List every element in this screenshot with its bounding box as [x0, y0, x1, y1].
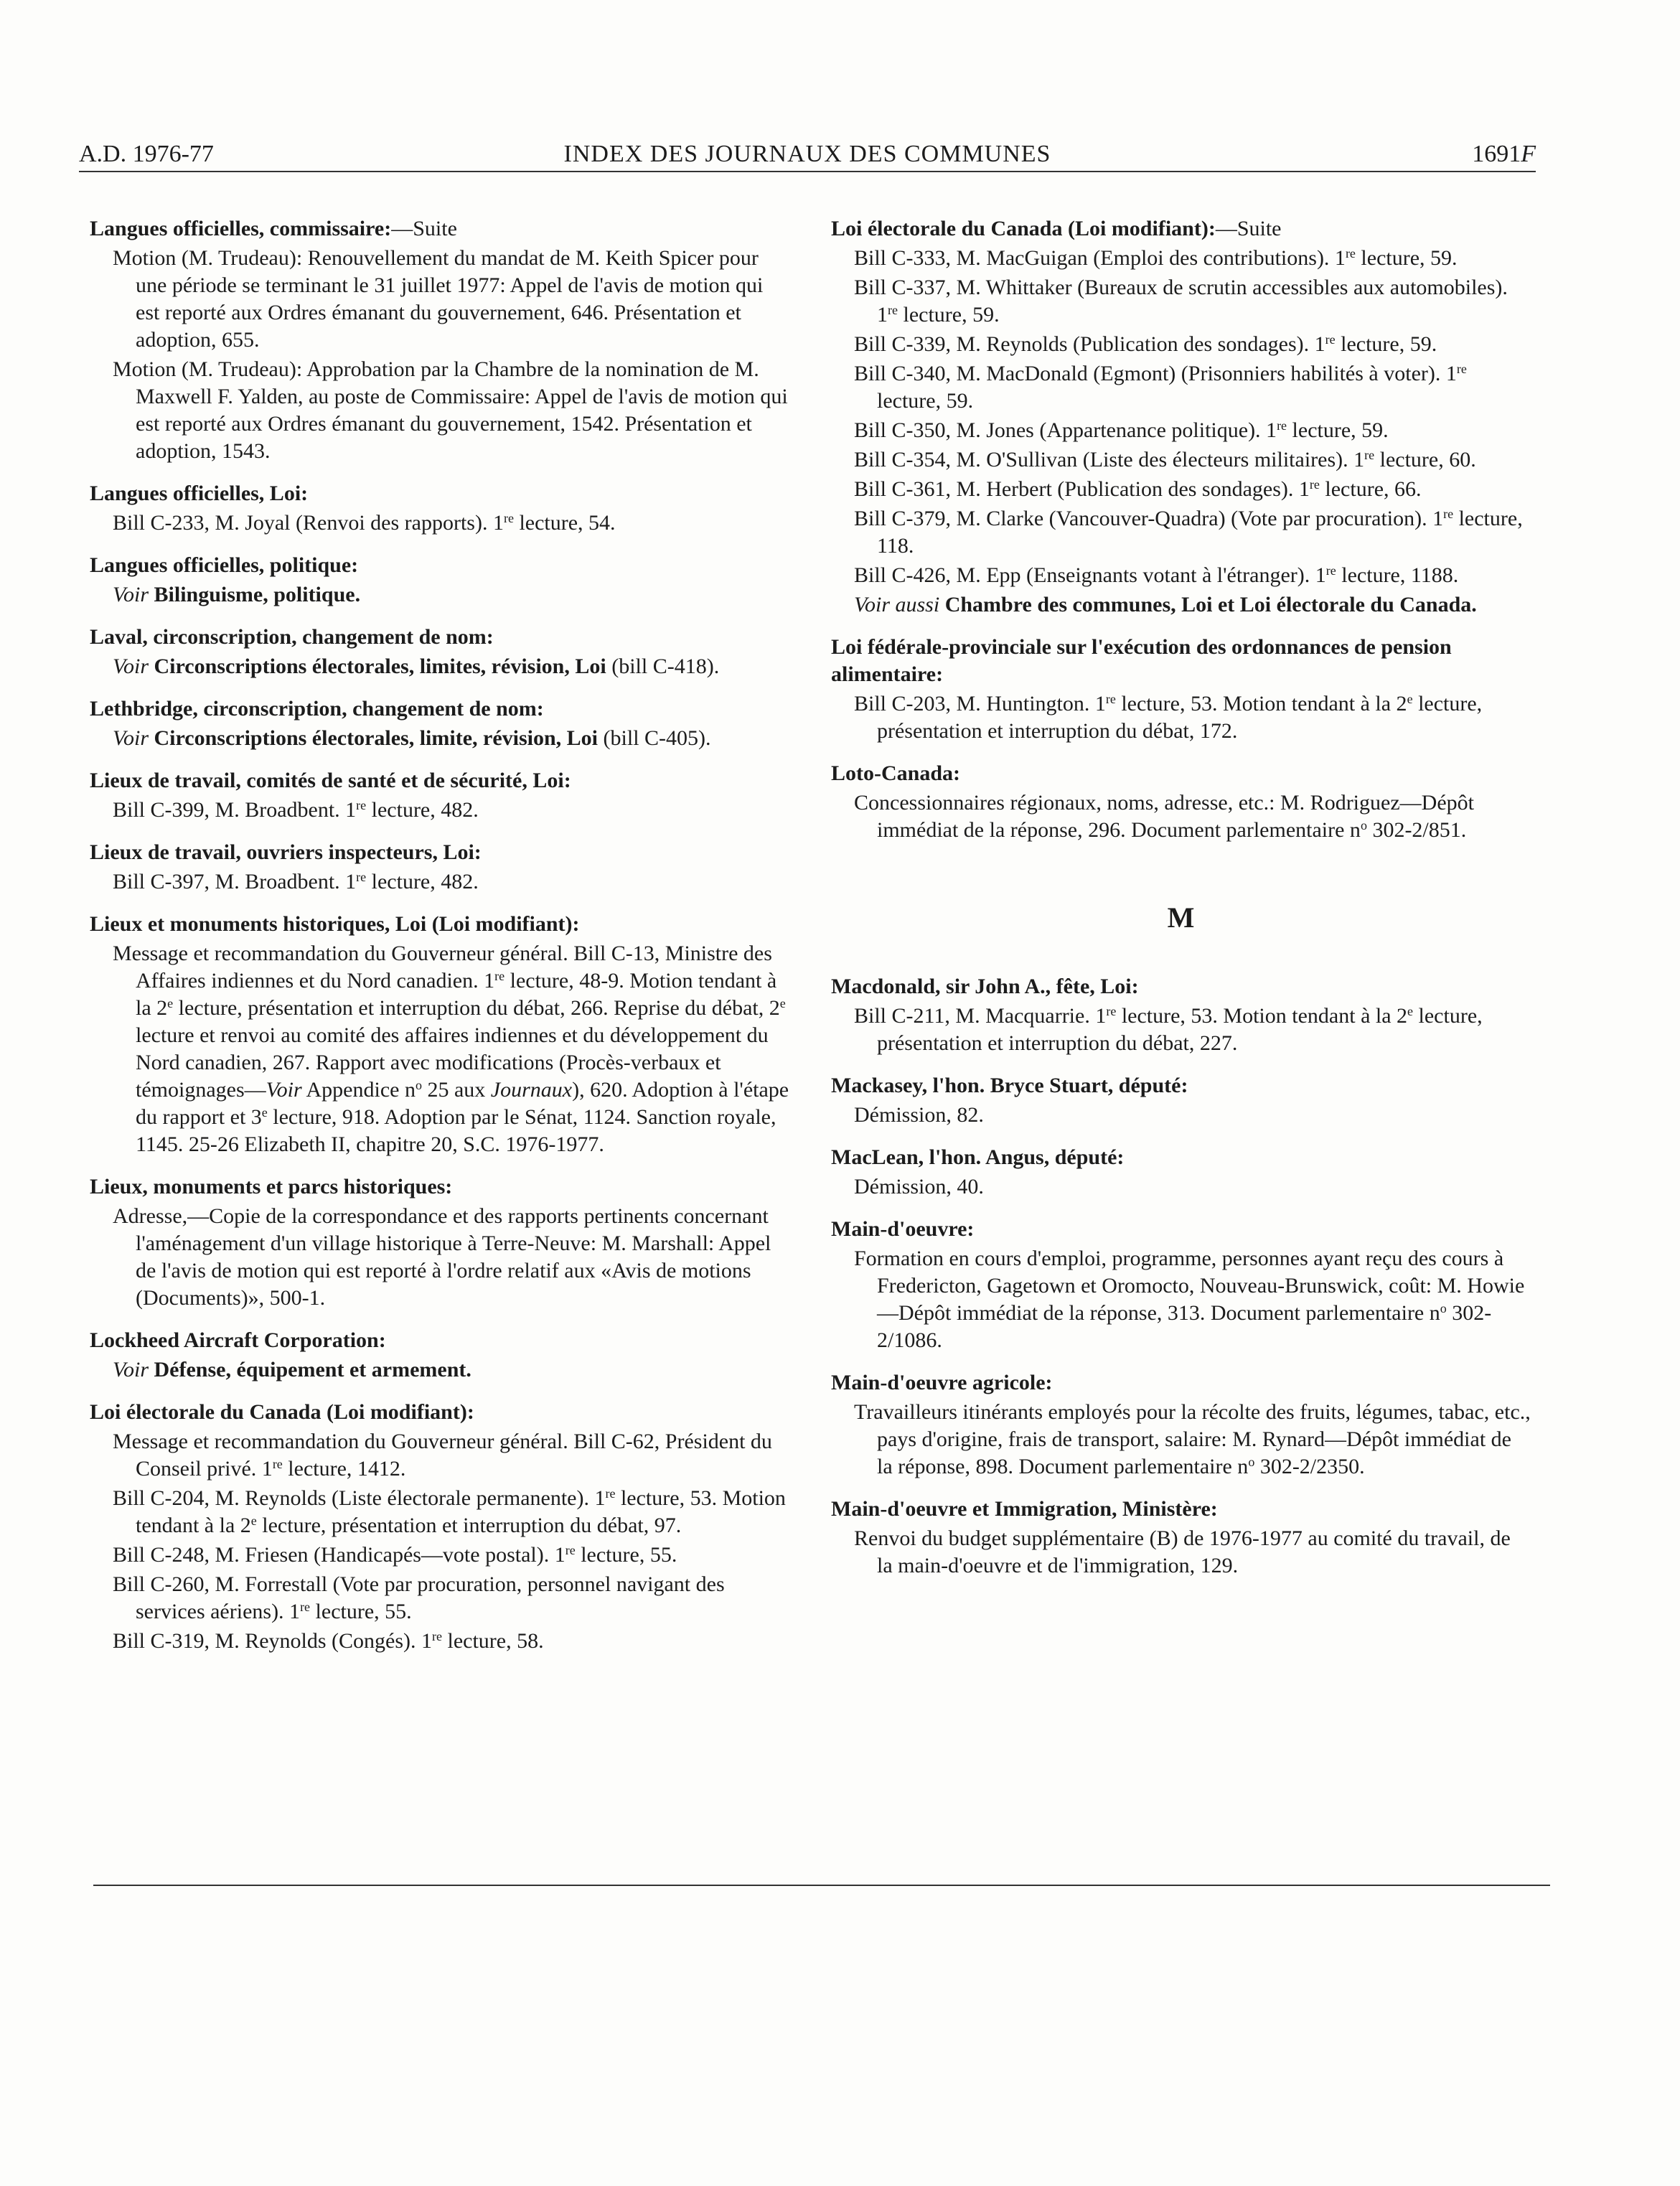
- index-entry: [831, 215, 1531, 619]
- entry-heading-text: Mackasey, l'hon. Bryce Stuart, député:: [831, 1074, 1188, 1097]
- entry-heading-text: Lieux de travail, ouvriers inspecteurs, Loi:: [90, 840, 482, 864]
- text-run: (bill C-418).: [606, 655, 720, 678]
- entry-heading: [831, 973, 1531, 1000]
- entry-heading: [831, 1496, 1531, 1523]
- right-column-bottom: [831, 973, 1531, 1580]
- text-run: Voir aussi: [854, 593, 940, 616]
- entry-heading: [831, 1216, 1531, 1243]
- text-run: Circonscriptions électorales, limite, révision, Loi: [154, 726, 599, 750]
- text-run: 302-2/851.: [1366, 818, 1467, 842]
- superscript: o: [1360, 818, 1367, 832]
- text-run: [149, 726, 154, 750]
- text-run: Chambre des communes, Loi et Loi électorale du Canada.: [944, 593, 1477, 616]
- entry-heading: [90, 1399, 789, 1426]
- superscript: re: [1443, 507, 1454, 521]
- index-entry: [90, 215, 789, 465]
- text-run: lecture, 918. Adoption par le Sénat, 1124. Sanction royale, 1145. 25-26 Elizabeth II, chapitre 20, S.C. 1976-1977.: [136, 1105, 776, 1156]
- text-run: lecture, 1188.: [1336, 563, 1459, 587]
- text-run: Journaux: [490, 1078, 573, 1102]
- text-run: Bill C-203, M. Huntington. 1: [854, 692, 1106, 716]
- text-run: Renvoi du budget supplémentaire (B) de 1976-1977 au comité du travail, de la main-d'oeuvre et de l'immigration, 129.: [854, 1526, 1511, 1577]
- text-run: Travailleurs itinérants employés pour la récolte des fruits, légumes, tabac, etc., pays d'origine, frais de transport, salaire: M. Rynard—Dépôt immédiat de la réponse, 898. Document parlementaire n: [854, 1400, 1531, 1478]
- superscript: e: [250, 1514, 257, 1528]
- text-run: lecture, 59.: [877, 389, 974, 413]
- entry-heading: [90, 767, 789, 794]
- text-run: Voir: [113, 726, 149, 750]
- entry-heading-text: Loto-Canada:: [831, 761, 961, 785]
- entry-subitem: [831, 1399, 1531, 1481]
- text-run: Voir: [266, 1078, 302, 1102]
- superscript: re: [1106, 1004, 1117, 1018]
- text-run: Motion (M. Trudeau): Renouvellement du mandat de M. Keith Spicer pour une période se terminant le 31 juillet 1977: Appel de l'avis de motion qui est reporté aux Ordres émanant du gouvernement, 646. Présentation et adoption, 655.: [113, 246, 764, 352]
- entry-subitem: [90, 797, 789, 824]
- superscript: re: [356, 798, 367, 812]
- superscript: re: [1309, 477, 1320, 492]
- entry-heading-text: MacLean, l'hon. Angus, député:: [831, 1145, 1125, 1169]
- text-run: Bill C-319, M. Reynolds (Congés). 1: [113, 1629, 433, 1653]
- text-run: [149, 1358, 154, 1382]
- index-entry: [90, 695, 789, 752]
- text-run: lecture, 48-9. Motion tendant à la 2: [136, 969, 777, 1020]
- text-run: Défense, équipement et armement.: [154, 1358, 471, 1382]
- text-run: Bill C-354, M. O'Sullivan (Liste des électeurs militaires). 1: [854, 448, 1365, 472]
- text-run: lecture, 1412.: [282, 1457, 406, 1481]
- text-run: Bill C-379, M. Clarke (Vancouver-Quadra) (Vote par procuration). 1: [854, 507, 1444, 530]
- entry-subitem: [831, 789, 1531, 844]
- entry-subitem: [831, 274, 1531, 329]
- superscript: re: [1345, 246, 1356, 261]
- index-entry: [90, 624, 789, 680]
- header-title: INDEX DES JOURNAUX DES COMMUNES: [563, 141, 1051, 167]
- entry-heading: [90, 215, 789, 243]
- entry-heading-text: Laval, circonscription, changement de nom:: [90, 625, 494, 649]
- text-run: Formation en cours d'emploi, programme, personnes ayant reçu des cours à Fredericton, Gagetown et Oromocto, Nouveau-Brunswick, coût: M. Howie—Dépôt immédiat de la réponse, 313. Document parlementaire n: [854, 1247, 1525, 1325]
- text-run: Démission, 82.: [854, 1103, 984, 1127]
- text-run: Bilinguisme, politique.: [154, 583, 361, 606]
- text-run: lecture, 59.: [1335, 332, 1437, 356]
- text-run: Bill C-399, M. Broadbent. 1: [113, 798, 357, 822]
- index-entry: [831, 1216, 1531, 1354]
- text-run: lecture, 60.: [1374, 448, 1476, 472]
- text-run: lecture, présentation et interruption du débat, 97.: [256, 1514, 682, 1537]
- header-year: A.D. 1976-77: [79, 141, 214, 167]
- index-entry: [90, 767, 789, 824]
- entry-subitem: [90, 1356, 789, 1384]
- entry-subitem: [90, 581, 789, 609]
- text-run: lecture, 53. Motion tendant à la 2: [136, 1486, 786, 1537]
- text-run: Bill C-350, M. Jones (Appartenance politique). 1: [854, 418, 1277, 442]
- superscript: re: [1325, 563, 1336, 578]
- section-letter: M: [1167, 901, 1195, 934]
- index-entry: [90, 1173, 789, 1312]
- superscript: o: [415, 1078, 422, 1092]
- text-run: Démission, 40.: [854, 1175, 984, 1198]
- text-run: Adresse,—Copie de la correspondance et des rapports pertinents concernant l'aménagement d'un village historique à Terre-Neuve: M. Marshall: Appel de l'avis de motion qui est reporté à l'ordre relatif aux «Avis de motions (Documents)», 500-1.: [113, 1204, 771, 1310]
- page-number-suffix: F: [1521, 141, 1536, 167]
- text-run: Concessionnaires régionaux, noms, adresse, etc.: M. Rodriguez—Dépôt immédiat de la réponse, 296. Document parlementaire n: [854, 791, 1474, 842]
- text-run: Appendice n: [301, 1078, 416, 1102]
- entry-heading: [831, 1144, 1531, 1171]
- entry-subitem: [831, 417, 1531, 444]
- entry-subitem: [831, 591, 1531, 619]
- text-run: Bill C-233, M. Joyal (Renvoi des rapports). 1: [113, 511, 504, 535]
- superscript: o: [1440, 1301, 1447, 1315]
- text-run: lecture, 55.: [310, 1600, 412, 1623]
- entry-subitem: [90, 1203, 789, 1312]
- superscript: re: [1364, 448, 1375, 462]
- entry-heading: [90, 1327, 789, 1354]
- text-run: [939, 593, 945, 616]
- entry-heading: [90, 1173, 789, 1201]
- entry-subitem: [831, 245, 1531, 272]
- text-run: Bill C-211, M. Macquarrie. 1: [854, 1004, 1107, 1028]
- entry-heading-text: Lieux, monuments et parcs historiques:: [90, 1175, 453, 1198]
- text-run: Bill C-397, M. Broadbent. 1: [113, 870, 357, 893]
- text-run: lecture, présentation et interruption du débat, 172.: [877, 692, 1483, 743]
- entry-heading: [90, 480, 789, 507]
- text-run: Voir: [113, 655, 149, 678]
- text-run: [149, 655, 154, 678]
- entry-heading-text: Loi électorale du Canada (Loi modifiant):: [831, 217, 1216, 240]
- entry-heading: [831, 1369, 1531, 1397]
- entry-heading-text: Main-d'oeuvre:: [831, 1217, 975, 1241]
- text-run: lecture, présentation et interruption du débat, 227.: [877, 1004, 1483, 1055]
- entry-subitem: [90, 725, 789, 752]
- entry-heading: [831, 760, 1531, 787]
- entry-subitem: [831, 331, 1531, 358]
- entry-heading-text: Macdonald, sir John A., fête, Loi:: [831, 975, 1139, 998]
- superscript: e: [1407, 1004, 1414, 1018]
- superscript: re: [356, 870, 367, 884]
- superscript: re: [300, 1600, 311, 1614]
- superscript: o: [1248, 1455, 1255, 1469]
- footer-rule: [93, 1885, 1550, 1886]
- superscript: re: [888, 303, 898, 317]
- index-entry: [831, 760, 1531, 844]
- text-run: lecture, 54.: [513, 511, 616, 535]
- entry-subitem: [90, 1571, 789, 1626]
- text-run: Bill C-337, M. Whittaker (Bureaux de scrutin accessibles aux automobiles). 1: [854, 276, 1508, 327]
- text-run: 302-2/1086.: [877, 1301, 1492, 1352]
- entry-subitem: [831, 505, 1531, 560]
- running-head: [79, 136, 1536, 172]
- entry-subitem: [90, 868, 789, 896]
- superscript: re: [1325, 332, 1336, 347]
- index-entry: [90, 911, 789, 1158]
- text-run: Bill C-340, M. MacDonald (Egmont) (Prisonniers habilités à voter). 1: [854, 362, 1457, 385]
- entry-heading-text: Loi fédérale-provinciale sur l'exécution des ordonnances de pension alimentaire:: [831, 635, 1452, 686]
- text-run: lecture, 55.: [575, 1543, 677, 1567]
- text-run: ), 620. Adoption à l'étape du rapport et 3: [136, 1078, 789, 1129]
- text-run: Voir: [113, 583, 149, 606]
- superscript: re: [432, 1629, 442, 1643]
- entry-heading-text: Langues officielles, commissaire:: [90, 217, 392, 240]
- superscript: re: [605, 1486, 616, 1501]
- text-run: lecture, 59.: [897, 303, 1000, 327]
- superscript: re: [494, 969, 505, 983]
- entry-heading-text: Lethbridge, circonscription, changement de nom:: [90, 697, 544, 721]
- page-number: [1472, 136, 1536, 172]
- text-run: Message et recommandation du Gouverneur général. Bill C-13, Ministre des Affaires indiennes et du Nord canadien. 1: [113, 942, 772, 993]
- entry-subitem: [90, 356, 789, 465]
- entry-subitem: [831, 1003, 1531, 1057]
- entry-heading: [831, 215, 1531, 243]
- entry-subitem: [90, 1485, 789, 1539]
- entry-heading-text: Langues officielles, Loi:: [90, 482, 309, 505]
- text-run: lecture, 53. Motion tendant à la 2: [1115, 692, 1407, 716]
- text-run: Message et recommandation du Gouverneur général. Bill C-62, Président du Conseil privé. 1: [113, 1430, 772, 1481]
- text-run: 25 aux: [421, 1078, 491, 1102]
- entry-heading: [90, 695, 789, 723]
- text-run: lecture, 53. Motion tendant à la 2: [1116, 1004, 1408, 1028]
- superscript: re: [1105, 692, 1116, 706]
- entry-subitem: [831, 690, 1531, 745]
- superscript: re: [503, 511, 514, 525]
- entry-heading: [90, 839, 789, 866]
- entry-subitem: [831, 1102, 1531, 1129]
- superscript: e: [1407, 692, 1413, 706]
- right-column: [831, 215, 1531, 1595]
- superscript: re: [1277, 418, 1287, 433]
- text-run: lecture, présentation et interruption du débat, 266. Reprise du débat, 2: [173, 996, 780, 1020]
- entry-heading-text: Main-d'oeuvre agricole:: [831, 1371, 1053, 1394]
- index-entry: [831, 1369, 1531, 1481]
- index-entry: [831, 973, 1531, 1057]
- text-run: Circonscriptions électorales, limites, révision, Loi: [154, 655, 606, 678]
- text-run: Bill C-333, M. MacGuigan (Emploi des contributions). 1: [854, 246, 1346, 270]
- index-entry: [831, 1144, 1531, 1201]
- entry-heading-text: Lieux et monuments historiques, Loi (Loi modifiant):: [90, 912, 580, 936]
- superscript: e: [167, 996, 174, 1010]
- right-column-top: [831, 215, 1531, 844]
- entry-subitem: [831, 1245, 1531, 1354]
- text-run: lecture, 58.: [442, 1629, 544, 1653]
- entry-heading-text: Lieux de travail, comités de santé et de sécurité, Loi:: [90, 769, 571, 792]
- superscript: re: [272, 1457, 283, 1471]
- index-entry: [90, 480, 789, 537]
- entry-heading-text: Loi électorale du Canada (Loi modifiant):: [90, 1400, 474, 1424]
- entry-subitem: [90, 1628, 789, 1655]
- text-run: lecture, 482.: [366, 798, 479, 822]
- entry-continued: —Suite: [1215, 217, 1282, 240]
- entry-subitem: [831, 562, 1531, 589]
- text-run: Bill C-260, M. Forrestall (Vote par procuration, personnel navigant des services aériens). 1: [113, 1572, 725, 1623]
- index-entry: [90, 839, 789, 896]
- entry-heading: [90, 911, 789, 938]
- entry-heading-text: Langues officielles, politique:: [90, 553, 359, 577]
- text-run: lecture et renvoi au comité des affaires indiennes et du développement du Nord canadien, 267. Rapport avec modifications (Procès-verbaux et témoignages—: [136, 1023, 769, 1102]
- index-entry: [831, 1072, 1531, 1129]
- entry-heading-text: Lockheed Aircraft Corporation:: [90, 1328, 386, 1352]
- entry-heading: [90, 552, 789, 579]
- entry-heading: [831, 634, 1531, 688]
- entry-subitem: [831, 360, 1531, 415]
- entry-subitem: [90, 940, 789, 1158]
- index-entry: [90, 1327, 789, 1384]
- entry-heading: [831, 1072, 1531, 1099]
- superscript: e: [261, 1105, 268, 1120]
- entry-continued: —Suite: [391, 217, 457, 240]
- index-entry: [90, 552, 789, 609]
- superscript: re: [565, 1543, 576, 1557]
- entry-subitem: [90, 1542, 789, 1569]
- text-run: lecture, 59.: [1355, 246, 1458, 270]
- text-run: Bill C-426, M. Epp (Enseignants votant à l'étranger). 1: [854, 563, 1326, 587]
- left-column: [90, 215, 789, 1670]
- entry-subitem: [90, 653, 789, 680]
- entry-heading-text: Main-d'oeuvre et Immigration, Ministère:: [831, 1497, 1218, 1521]
- entry-subitem: [90, 510, 789, 537]
- text-run: 302-2/2350.: [1254, 1455, 1365, 1478]
- text-run: Motion (M. Trudeau): Approbation par la Chambre de la nomination de M. Maxwell F. Yalden, au poste de Commissaire: Appel de l'avis de motion qui est reporté aux Ordres émanant du gouvernement, 1542. Présentation et adoption, 1543.: [113, 357, 788, 463]
- text-run: lecture, 118.: [877, 507, 1523, 558]
- text-run: Bill C-204, M. Reynolds (Liste électorale permanente). 1: [113, 1486, 606, 1510]
- entry-subitem: [831, 446, 1531, 474]
- entry-subitem: [90, 1428, 789, 1483]
- entry-subitem: [831, 1525, 1531, 1580]
- entry-subitem: [90, 245, 789, 354]
- entry-heading: [90, 624, 789, 651]
- text-run: Bill C-339, M. Reynolds (Publication des sondages). 1: [854, 332, 1325, 356]
- superscript: re: [1456, 362, 1467, 376]
- index-entry: [831, 634, 1531, 745]
- page-number-value: 1691: [1472, 141, 1521, 167]
- superscript: e: [779, 996, 786, 1010]
- text-run: Bill C-248, M. Friesen (Handicapés—vote postal). 1: [113, 1543, 566, 1567]
- header-rule: [79, 171, 1536, 172]
- text-run: Voir: [113, 1358, 149, 1382]
- text-run: lecture, 66.: [1319, 477, 1422, 501]
- index-entry: [90, 1399, 789, 1655]
- text-run: lecture, 482.: [366, 870, 479, 893]
- entry-subitem: [831, 1173, 1531, 1201]
- entry-subitem: [831, 476, 1531, 503]
- text-run: (bill C-405).: [598, 726, 711, 750]
- text-run: [149, 583, 154, 606]
- text-run: lecture, 59.: [1287, 418, 1389, 442]
- index-entry: [831, 1496, 1531, 1580]
- text-run: Bill C-361, M. Herbert (Publication des sondages). 1: [854, 477, 1310, 501]
